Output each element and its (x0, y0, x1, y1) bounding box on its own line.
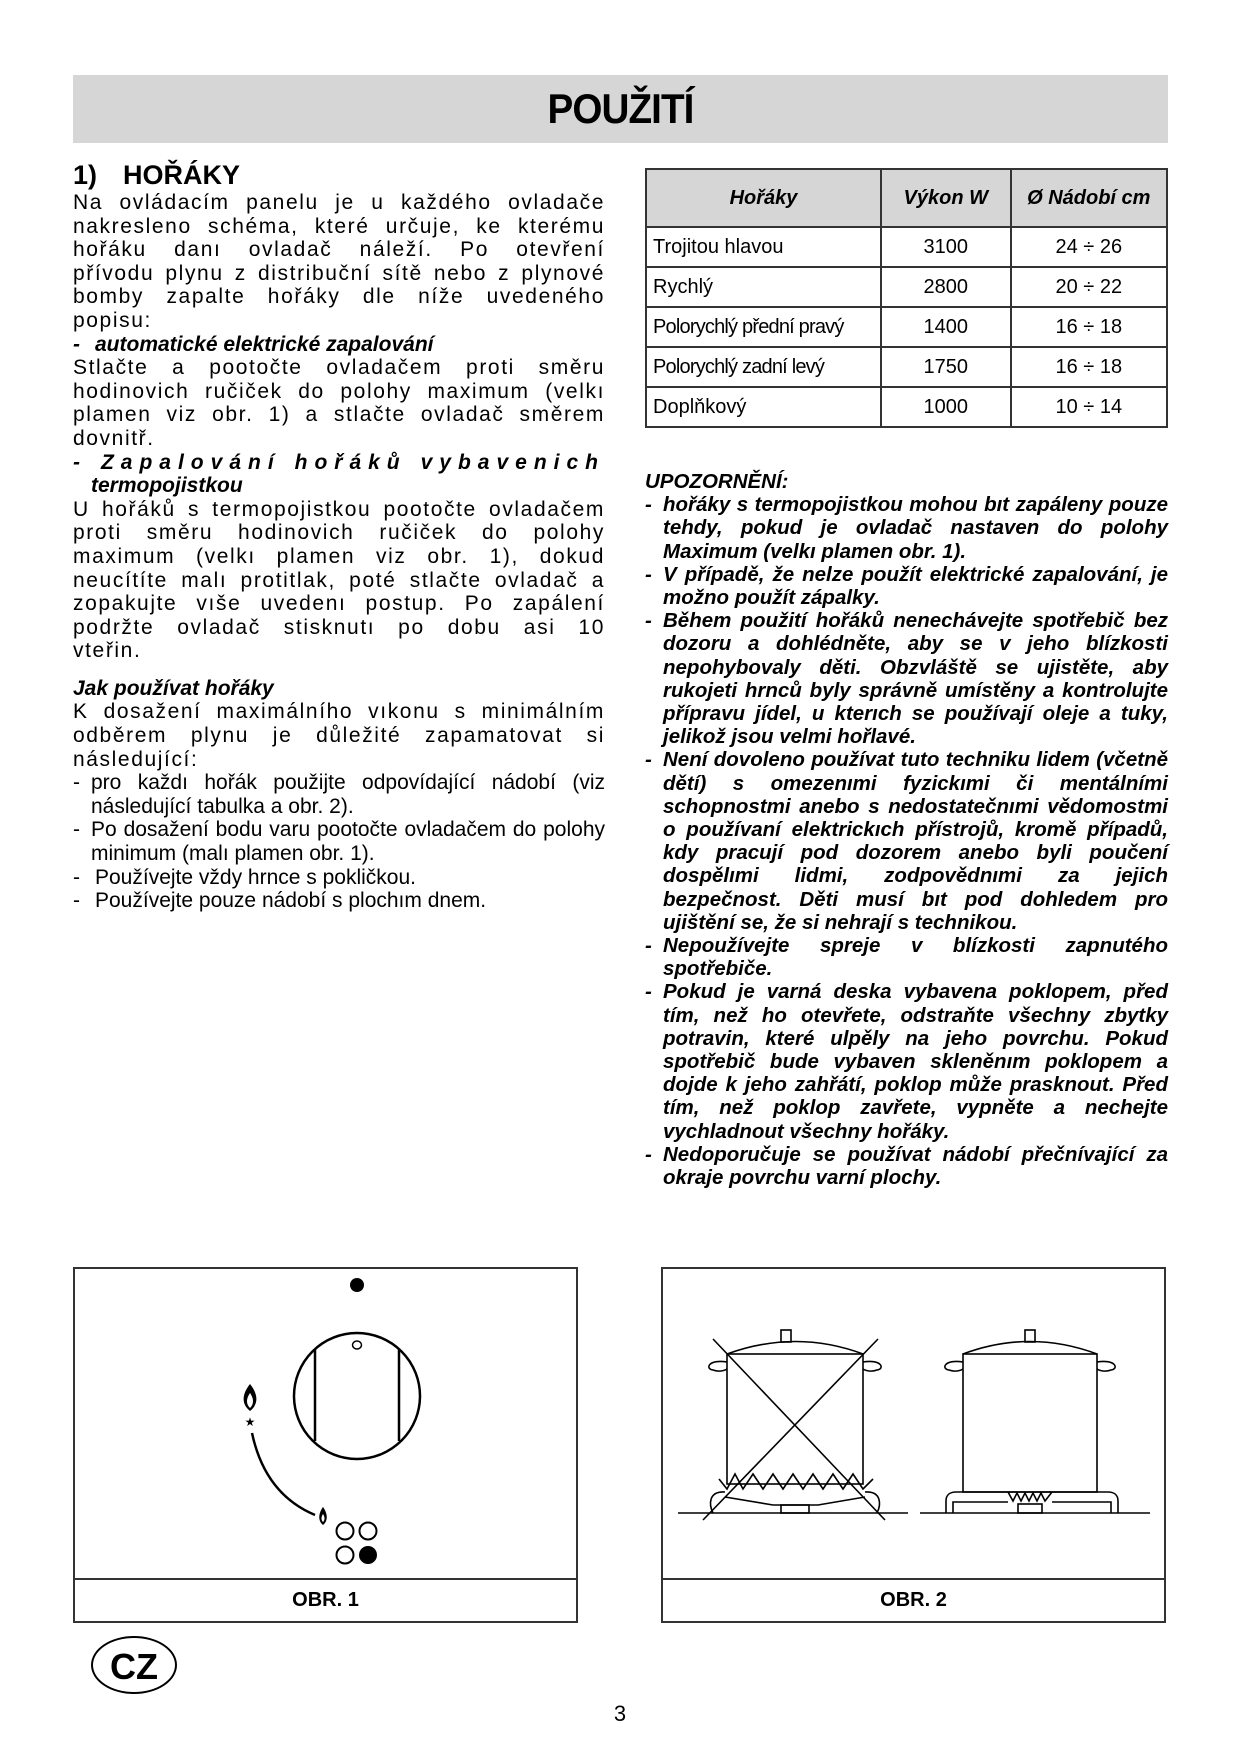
burner-power: 1000 (881, 387, 1011, 427)
how-to-list (73, 771, 605, 913)
warning-item: - Není dovoleno používat tuto techniku lidem (včetně dětí) s omezenımi fyzickımi či mentálními schopnostmi anebo s nedostatečnımi vědomostmi o používaní elektrickıch přístrojů, kromě případů, kdy pracují pod dozorem anebo byli poučení dospělımi lidmi, zodpovědnımi za jejich bezpečnost. Děti musí bıt pod dohledem pro ujištění se, že si nehrají s technikou. (645, 748, 1168, 934)
left-column (73, 160, 605, 913)
table-row (646, 387, 1167, 427)
auto-ignition-text: Stlačte a pootočte ovladačem proti směru hodinovich ručiček do polohy maximum (velkı plamen viz obr. 1) a stlačte ovladač směrem dovnitř. (73, 356, 605, 450)
table-row (646, 267, 1167, 307)
country-badge: CZ (91, 1636, 177, 1694)
page-title: POUŽITÍ (547, 85, 694, 132)
how-to-intro: K dosažení maximálního vıkonu s minimálním odběrem plynu je důležité zapamatovat si následující: (73, 700, 605, 771)
burner-power: 2800 (881, 267, 1011, 307)
warning-item: - Nedoporučuje se používat nádobí přečnívající za okraje povrchu varní plochy. (645, 1143, 1168, 1189)
figure-2 (661, 1267, 1166, 1623)
table-row (646, 347, 1167, 387)
burner-name: Polorychlý zadní levý (646, 347, 881, 387)
intro-paragraph: Na ovládacím panelu je u každého ovladače nakresleno schéma, které určuje, ke kterému hořáku danı ovladač náleží. Po otevření přívodu plynu z distribuční sítě nebo z plynové bomby zapalte hořáky dle níže uvedeného popisu: (73, 191, 605, 332)
pot-diameter: 20 ÷ 22 (1011, 267, 1167, 307)
burner-name: Rychlý (646, 267, 881, 307)
pot-size-diagram (663, 1269, 1164, 1580)
thermo-ignition-text: U hořáků s termopojistkou pootočte ovladačem proti směru hodinovich ručiček do polohy maximum (velkı plamen viz obr. 1), dokud neucítíte malı protitlak, poté stlačte ovladač a zopakujte vıše uvedenı postup. Po zapálení podržte ovladač stisknutı po dobu asi 10 vteřin. (73, 497, 605, 663)
burner-table (645, 168, 1168, 428)
correct-pot-icon (920, 1330, 1150, 1513)
dash: - (73, 332, 80, 356)
column-header-burner: Hořáky (646, 169, 881, 227)
control-knob-diagram (75, 1269, 576, 1580)
warning-item: - Během použití hořáků nenechávejte spotřebič bez dozoru a dohlédněte, aby se v jeho blízkosti nepohybovaly děti. Obzvláště se ujistěte, aby rukojeti hrnců byly správně umístěny a kontrolujte přípravu jídel, u kterıch se používají oleje a tuky, jelikož jsou velmi hořlavé. (645, 609, 1168, 748)
figure-caption: OBR. 1 (75, 1578, 576, 1621)
list-item: - Používejte pouze nádobí s plochım dnem. (73, 889, 605, 913)
how-to-heading: Jak používat hořáky (73, 676, 274, 700)
burner-power: 1400 (881, 307, 1011, 347)
warning-item: - Pokud je varná deska vybavena poklopem, před tím, než ho otevřete, odstraňte všechny zbytky potravin, které ulpěly na jeho povrchu. Pokud spotřebič bude vybaven skleněnım poklopem a dojde k jeho zahřátí, poklop může prasknout. Před tím, než poklop zavřete, vypněte a nechejte vychladnout všechny hořáky. (645, 980, 1168, 1142)
table-row (646, 227, 1167, 267)
burner-name: Trojitou hlavou (646, 227, 881, 267)
list-item: - Používejte vždy hrnce s pokličkou. (73, 866, 605, 890)
section-heading (73, 160, 605, 190)
auto-ignition-heading: - automatické elektrické zapalování (73, 332, 434, 356)
warning-title: UPOZORNĚNÍ: (645, 470, 789, 493)
rotation-arc-icon (252, 1433, 315, 1515)
thermo-ignition-heading-line2: termopojistkou (91, 474, 243, 498)
list-item: - Po dosažení bodu varu pootočte ovladačem do polohy minimum (malı plamen obr. 1). (73, 818, 605, 865)
incorrect-pot-icon (678, 1330, 908, 1520)
pot-diameter: 24 ÷ 26 (1011, 227, 1167, 267)
pot-diameter: 10 ÷ 14 (1011, 387, 1167, 427)
figure-caption: OBR. 2 (663, 1578, 1164, 1621)
burner-position-icon (337, 1523, 378, 1565)
warning-item: - V případě, že nelze použít elektrické zapalování, je možno použít zápalky. (645, 563, 1168, 609)
page-number: 3 (613, 1701, 627, 1726)
table-row (646, 307, 1167, 347)
large-flame-icon (244, 1384, 257, 1411)
warning-item: - Nepoužívejte spreje v blízkosti zapnutého spotřebiče. (645, 934, 1168, 980)
small-flame-icon (319, 1507, 327, 1525)
figure-1 (73, 1267, 578, 1623)
table-header-row (646, 169, 1167, 227)
position-dot-icon (350, 1278, 364, 1292)
warning-item: - hořáky s termopojistkou mohou bıt zapáleny pouze tehdy, pokud je ovladač nastaven do polohy Maximum (velkı plamen obr. 1). (645, 493, 1168, 563)
pot-diameter: 16 ÷ 18 (1011, 347, 1167, 387)
ignition-star-icon: ★ (244, 1415, 256, 1429)
page-header-bar (73, 75, 1168, 143)
list-item: - pro každı hořák použijte odpovídající nádobí (viz následující tabulka a obr. 2). (73, 771, 605, 818)
burner-power: 1750 (881, 347, 1011, 387)
control-knob-icon (294, 1333, 420, 1459)
column-header-power: Výkon W (881, 169, 1011, 227)
thermo-ignition-heading: - Zapalování hořáků vybavenich (73, 450, 605, 474)
pot-diameter: 16 ÷ 18 (1011, 307, 1167, 347)
section-number: 1) (73, 160, 98, 190)
burner-table-container (645, 168, 1168, 428)
warning-list (645, 493, 1168, 1189)
burner-name: Doplňkový (646, 387, 881, 427)
burner-power: 3100 (881, 227, 1011, 267)
column-header-pot: Ø Nádobí cm (1011, 169, 1167, 227)
section-title: HOŘÁKY (123, 160, 241, 190)
burner-name: Polorychlý přední pravý (646, 307, 881, 347)
warning-section (645, 470, 1168, 1189)
